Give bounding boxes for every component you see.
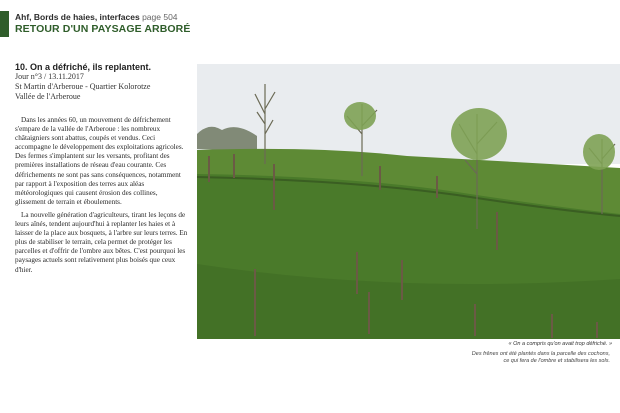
meta-valley: Vallée de l'Arberoue (15, 92, 81, 101)
entry-title: 10. On a défriché, ils replantent. (15, 62, 152, 72)
body-text (15, 116, 190, 279)
entry-meta (15, 72, 190, 102)
photo-caption (410, 351, 610, 365)
header-accent-bar (0, 11, 9, 37)
section-title: RETOUR D'UN PAYSAGE ARBORÉ (15, 23, 191, 35)
pull-quote: « On a compris qu'on avait trop défriché. » (508, 341, 612, 347)
running-head (15, 12, 178, 22)
caption-line: ce qui fera de l'ombre et stabilisera les sols. (503, 358, 610, 364)
meta-date: Jour n°3 / 13.11.2017 (15, 72, 84, 81)
landscape-photo (197, 64, 620, 339)
page-label: page 504 (142, 12, 178, 22)
meta-place: St Martin d'Arberoue - Quartier Kolorotze (15, 82, 151, 91)
paragraph: Dans les années 60, un mouvement de défrichement s'empare de la vallée de l'Arberoue : les nombreux châtaigniers sont abattus, coupés et vendus. Ceci accompagne le développement des exploitations agricoles. Des fermes s'implantent sur les versants, profitant des premières installations de réseau d'eau courante. Ces défrichements ne sont pas sans conséquences, notamment par rapport à l'exposition des terres aux aléas météorologiques qui causent érosion des collines, glissement de terrain et éboulements. (15, 116, 184, 206)
paragraph: La nouvelle génération d'agriculteurs, tirant les leçons de leurs aînés, tendent aujourd'hui à replanter les haies et à laisser de la place aux bosquets, à l'arbre sur leurs terres. En plus de stabiliser le terrain, cela permet de protéger les parcelles et d'offrir de l'ombre aux bêtes. C'est pourquoi les paysages actuels sont relativement plus boisés que ceux d'hier. (15, 210, 188, 274)
running-title: Ahf, Bords de haies, interfaces (15, 12, 140, 22)
landscape-photo-drawing (197, 64, 620, 339)
caption-line: Des frênes ont été plantés dans la parcelle des cochons, (471, 351, 610, 357)
